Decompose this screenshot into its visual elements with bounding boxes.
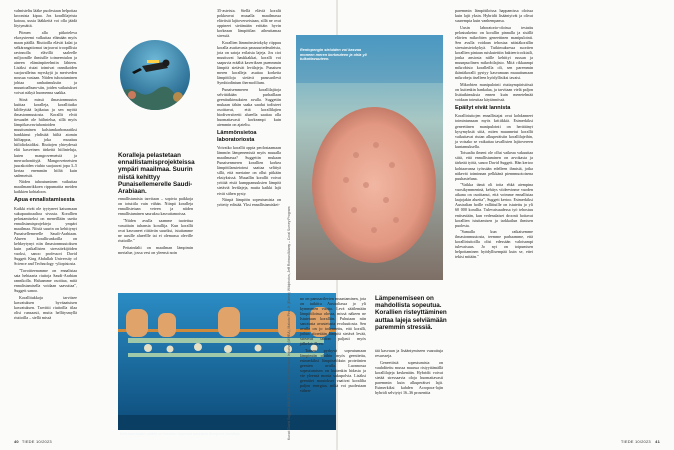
right-column-2 <box>300 296 366 395</box>
diver-photo-image <box>120 40 190 110</box>
paragraph: "Tavoitteenamme on ennalistaa sata hehtaaria riuttoja Saudi-Arabian rannikolla. Haluamme osoittaa, mitä ennalistamisella voidaan saavuttaa", Suggett sanoo. <box>14 268 77 294</box>
right-footer <box>621 439 660 444</box>
left-pull-quote: Koralleja pelastetaan ennallistamisprojekteissa ympäri maailmaa. Suurin niistä kehittyy Punaisellemerelle Saudi-Arabiaan. <box>118 152 195 196</box>
section-heading: Apua ennalistamisesta <box>14 197 75 204</box>
paragraph: Mikrobien manipulointi riuttaympäristössä on kuitenkin hankalaa, ja tarvitaan vielä paljon lisätutkimuksia ennen kuin menetelmää voidaan toteuttaa käytännössä. <box>455 81 533 102</box>
photo-credit: Kuvat: David Suggett (KAUST) NeuroCoral Restoration Initiative (MMEA), Makoto Pino Jr. (Ebene) Wildphotos, Jeff Rotman/Alamy – Coral Survey Program <box>287 206 291 440</box>
paragraph: Korallitukkoja tarvitsee kasvatuksen byväaatuisen kasvatuksen. Tarvittii riuttoilla tilaa olisi runsaasti, mutta hellitysmyllä riuttoilla – siellä missä <box>14 294 77 321</box>
paragraph: Pettaindalti on maailman lämpimin merialue, jossa vesi on yleensä noin <box>118 244 193 255</box>
diver-photo <box>120 40 190 110</box>
right-photo-caption: Rentopengin sieluiden voi kasvaa moneen meren korkeuteen ja ohla yli tulkottavuuteen. <box>300 48 367 62</box>
paragraph: paremmin lämpötiloissa happamissa oloissa kuin lajit yksin. Hybridit lisääntyivät ja olivat suurempia kuin vanhempansa. <box>455 8 533 24</box>
paragraph: Niiden tuhoutuminen vaikuttaa maailmanrikkoen rippumattta meiden kaikkien kohtaloon. <box>14 179 77 195</box>
left-column-2 <box>118 196 193 256</box>
section-heading: Lämmönsietoa laboratoriosta <box>217 130 257 143</box>
left-column-1 <box>14 8 77 322</box>
left-photo-caption: Kelluvan laulan päällä on istutettu nopeasti kasvavia Acropora-koralleja. <box>120 432 241 436</box>
issue-label: TIEDE 10/2023 <box>620 439 651 444</box>
paragraph: Kaikki eivät ole tyytyneet katsomaan sukupuuttoaaltoa sivusta. Korallien pelastamiseksi on meneillään useita ennalistamisprojekteja ympäri maailmaa. Niistä suurin on kehittynyt Punaisellemerelle Saudi-Arabiaan. Alueen korallirunkoilla on kehkeytynyt niin ilmastonmuutoksen kuin paikallisten stressitekijöiden vuoksi, sanoo professori David Suggett King Abdullah University of Science and Technology -yliopistosta. <box>14 205 77 267</box>
paragraph: Niinpä lämpöön sopeutumista on yritetty edistää. Yksi ennallistamiskei- <box>217 197 281 208</box>
paragraph: "Samalla kun ratkaisemme ilmastonmuutosta, teemme parhaamme, että koralliriuttoilla olisi edessään valoisampi tulevaisuus. Jo nyt on toipumisen helpottaminen hyödyllisempää kuin se, ettei tekisi mitään." <box>455 229 533 260</box>
section-heading: Epäilyt eivät lannista <box>455 105 511 112</box>
paragraph: tää kasvuun ja lisääntymiseen vuarattuja resursseja. <box>375 348 443 359</box>
left-footer <box>14 439 52 444</box>
paragraph: 35-asteista. Siellä eläviä koralit pokkeavat muualla maailmassa eläviistä lajitoverseistaan, sillä ne ovat oppineet sietämään erittäin hyvin korkeaan lämpötilan aiheuttamaa stressiä. <box>217 8 281 39</box>
paragraph: "Vaikka tämä oli totta ehkä aiempina vuosikymmeninä, kehitys viideevinme vuoden aikana on osoittanut, että voimme ennallistaa laajojakin alueita", Suggett kertoo. Esimerkiksi Australian hoille vallittuille on istutettu jo yli 60 000 korallia. Tulevaisuudessa työ tehostuu entisestään, kun vedenalaiset droonit hoitavat korallien istuttamisen ja tarkkailun ihmisen puolesta. <box>455 182 533 228</box>
paragraph: Korallien lämmönsietokyky riippuu koralla asuttavasta pausuurtedeudeista, jota on satoja erilaisia lajeja. Jos ciot muuttuvat haukkakkai, koralli voi saapuvia eräältä kaveriksen puenmmin lämpöä sietävät levälajeja. Punaisen meren koralleja asuttaa korkeita lämpötiloja sietävä panssarilevä Symbiodinium thermofilium. <box>217 39 281 86</box>
paragraph: valmisteltu lääke puolestaan helpottaa kroonista kipua. Jos korallilajeista katoaa, uusia lääkkeitä voi olla jäädä löytymättä. <box>14 8 77 29</box>
right-column-4 <box>455 8 533 261</box>
right-column-1 <box>217 8 281 209</box>
paragraph: Siinä missä ilmastonmuutos kuittaa koralleja, korallitutko kilöleyttää lajikatua ja sen myötä ilmastonmuutosta. Korallit elvät tiesuadet ole hiiltnielua, sillä myös lämpökasvaviuhonioiden muuttuminen kalsiumkarbonaatiksi hankkinut yhdistää hiiltä atomin hiiltappoa, joka muuttuu hiilidioksidiksi. Riuttojen yhteydessä eläi kasveinen tärkeitä hiilinieluja, kuten mangrovemetsiä ja merruohonittyjä. Mangroveinetsien juurakoiden viuhto suojaavat jopa 3–5 kertaa enemmän hiiltä kuin sademetsät. <box>14 96 77 178</box>
paragraph: Geneettistä sopeutumista on vauhditettu mussa muussa ristyyttämällä korallilajeja keskenään. Hybridit voivat sietää stressaavia oloja huomattavasti paremmin kuin alkuperäiset lajit. Esimerkiksi kahden Acropora-lajin hybridi selviytyi 16–36 prosenttia <box>375 359 443 395</box>
right-pull-quote: Lämpenemiseen on mahdollista sopeutua. Korallien risteyttäminen auttaa lajeja selviämään paremmin stressiä. <box>375 295 447 331</box>
issue-label: TIEDE 10/2023 <box>21 439 52 444</box>
paragraph: ennallistamista tarvitaan – sopivia paikkoja on totuttila vain vähän. Niinpä koralleja ennallistetaan veteen ja niiden ennallistaminen sauruksu kasvattamoissa. <box>118 196 193 217</box>
page-number: 40 <box>14 439 19 444</box>
paragraph: Pitmen alla pitkoteleva ekosysteemi valkuttaa elämään myös maan päällä. Riuttoilla elävät kalat ja selkärangattomat tarjoavat troopillisia ravinnolla elävillä saaleelle miljoonille ihmisille toimeentulon ja aineen elämänpiteelmiin lähteen. Lisäksi riutat toimivat rannikoiden suojavalleina myrskyjä ja meriveden nousua vastaan. Niiden tuhoutuminen johtaa ranhatimuksiin ja muuntoalbum-siin, joiden vaikutukset voivat näkyä huomenna saakka. <box>14 29 77 96</box>
paragraph: Uusin laboratorio-oloissa testattu pelastuskeino on korallin pinnalla ja sisällä elävien mikrobien geneettinen manipulointi. Sen avulla voidaan tehostaa näistäkorallin stressinsietokykyä. Tutkimuksessa suoriten korallien pintaan ruiskutettiin bakteericocktaili, jonka ansiosta niille kehittyi ruusan ja muunpuolinen mikrobilajisto. Mitä rikkaampi mikrobisto koralleilla oli, sen paremmin ikäntäkoralli pystyy kasvamaan muuuttumaan mikrobeja itselleen hyödyllisiksi tavaisi. <box>455 24 533 81</box>
paragraph: Punaisemmeren korallilajitoja selvittäkään parhaillaan geenitutkimuksien avulla. Suggettin mukaan tähän saaka saadut todisteet osoittavat, että korallilajien biodiversiteetti alueella saattaa olla huomattavasti korkeampi kuin aiemmin on ajateltu. <box>217 86 281 128</box>
paragraph: Toinen pyrkyvä sopeutumaan lämpimiin oloihin myös geenitettu, esimerkiksi lämpöselöksin proteiinien geenien avulla. Luonnossa sopeutumisen on kuitenkin hidasta ja vie yleensä monia sukupolvia. Lisäksi geenittet muutokset vaativat koralilta paljon energiaa, mikä voi puolestaan vähen- <box>300 348 366 394</box>
page-number: 41 <box>655 439 660 444</box>
coral-closeup-photo <box>296 35 443 280</box>
coral-closeup-image <box>296 35 443 280</box>
paragraph: Toisaalta ilmeni ole ollut vaikeaa vakuuttaa siitä, että ennallistaminen on arvokasta ja tärkeää työtä, sanoo David Suggett. Hän kertoo kohtaavansa työssään edelleen ihmisiä, jotka näkevät toiminnan pelkkänä piennmuotoisena puuhasteluna. <box>455 150 533 181</box>
paragraph: no on panssarilevien muuntaminen, jota on tutkittu Australiassa jo yli kymmenen vuotta. Levä sääilemään lämpötiloissa olossa, missä näkeen ne lstutetaan koralliin. Puhutaan niin sanotusta avustetusta evoluutiosta. Sen avulla on jo todennettu, että koralli, joihin siirretään lämpöä sietävä levää, ssteavat taidon paljasti myös jälkelaisilleen. <box>300 296 366 347</box>
paragraph: "Niiden avulla saamme tuotettua vasuittain tuhansia korallija. Kun korallit ovat kasvaneet riittävän suuriksi, istuttamme ne uusille alueellle tai ei olemassa oleville riuttoille." <box>118 217 193 243</box>
paragraph: Voivatko korallit oppia peolostaamaan lämmön lämpenemistä myös muualla maailmassa? Suggettin mukaan Punaisenmeren korallien korkea lämpötilansietoinsi saattaa selittyä sillä, että meriaine on ollut pitkään ekstyksissä. Muuallin korallit voivat yrittää etsiä kumppanuuksien lämpöä sietäviä levälajeja, mutta kaikki lajit eivät siihen pysty. <box>217 145 281 196</box>
right-column-3 <box>375 348 443 397</box>
paragraph: Koralliriuttojen ennallistajat ovat kohdanneet toimintansaan myös kritiikkiä. Esimerkiksi geneettinen manipulointi on herättänyt kysymyksiä siitä, miten muunnetut korallit vaikuttavat riutan alkuperäisiin korallilajeihin, ja voisako se vaikuttaa tavallisten lajitovereen kuntamuksella. <box>455 113 533 149</box>
